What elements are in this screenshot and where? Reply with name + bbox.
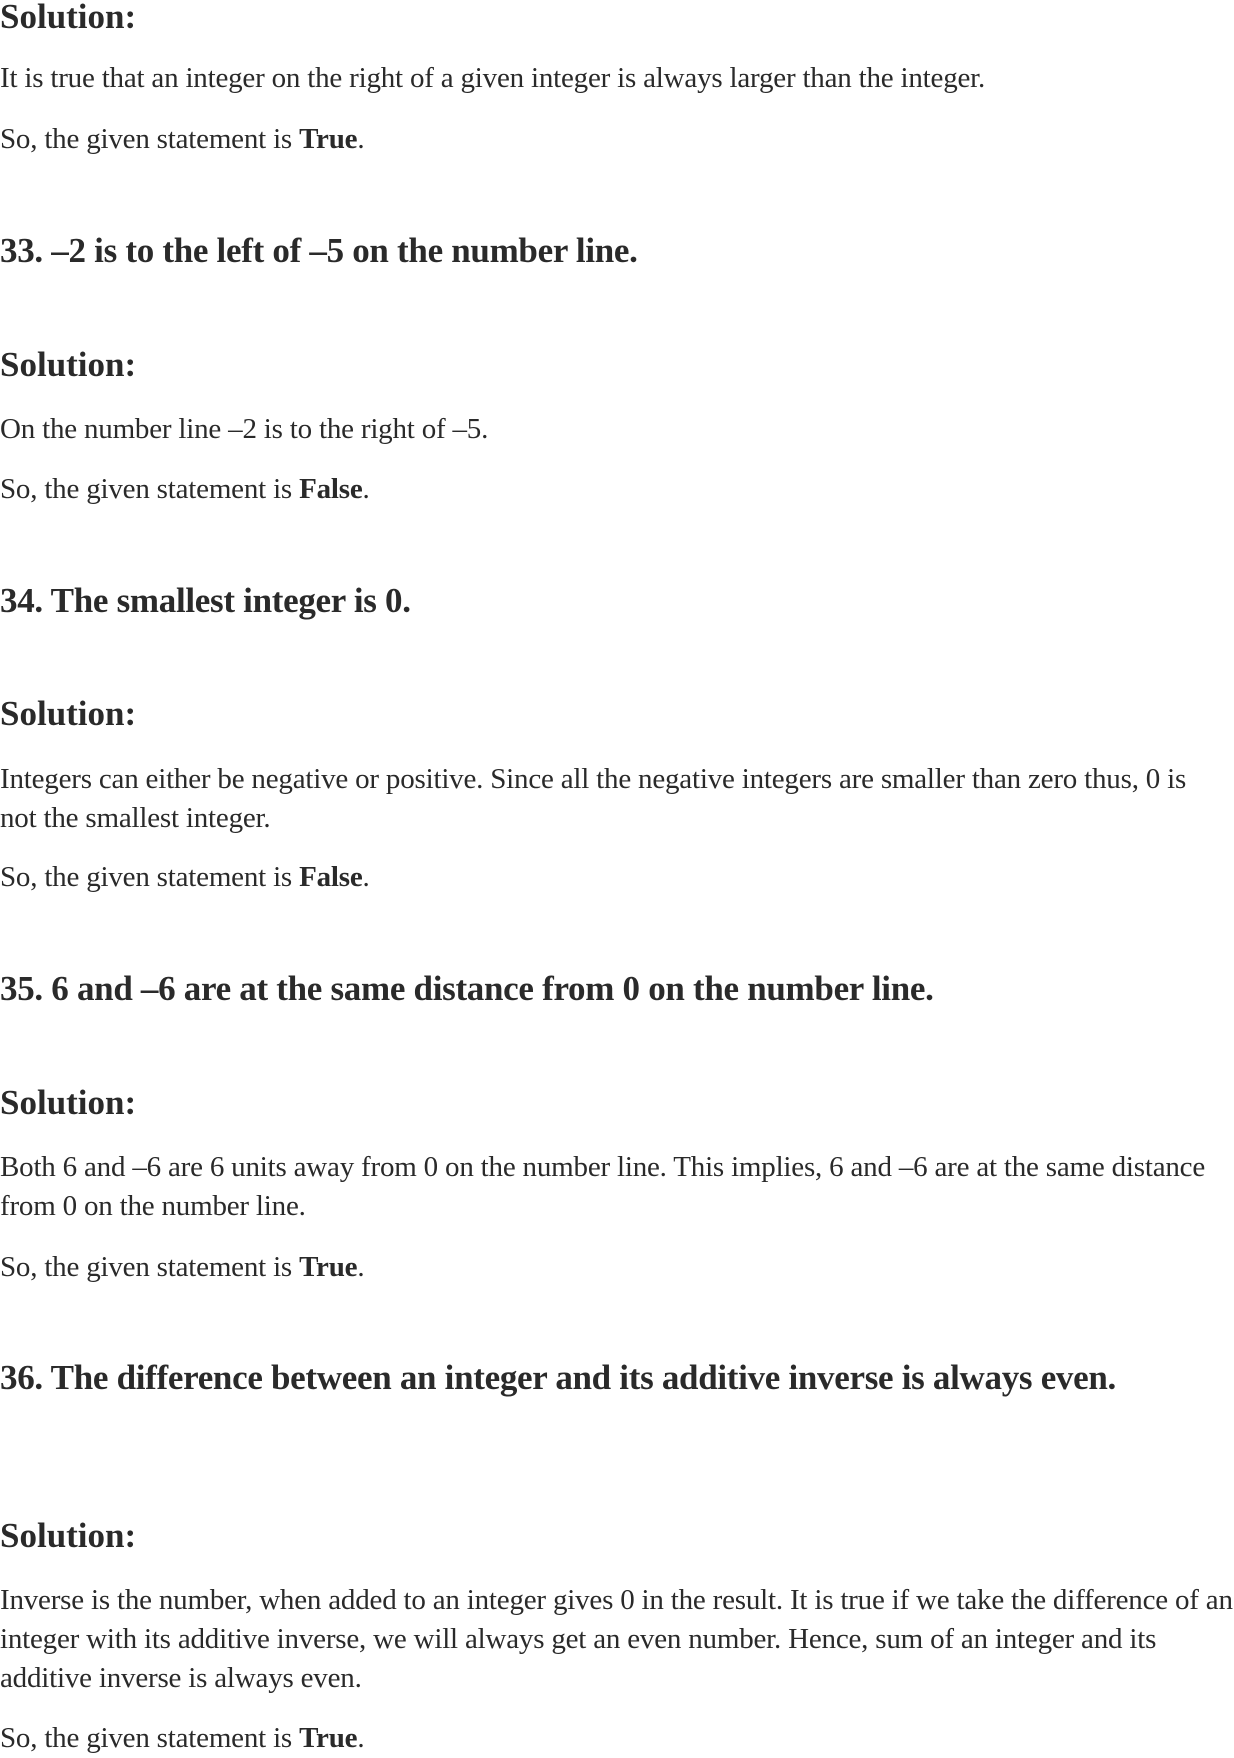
verdict: So, the given statement is False. [0, 861, 370, 893]
question-35: 35. 6 and –6 are at the same distance from 0 on the number line. [0, 969, 934, 1008]
verdict-prefix: So, the given statement is [0, 1722, 300, 1754]
solution-text: Inverse is the number, when added to an integer gives 0 in the result. It is true if we take the difference of an integer with its additive inverse, we will always get an even number. Hence, sum of an integer and its additive inverse is always even. [0, 1584, 1233, 1694]
verdict-value: False [299, 473, 363, 505]
question-36: 36. The difference between an integer and its additive inverse is always even. [0, 1358, 1116, 1397]
solution-heading: Solution: [0, 1516, 137, 1555]
verdict-prefix: So, the given statement is [0, 123, 300, 155]
verdict: So, the given statement is True. [0, 123, 365, 155]
verdict-prefix: So, the given statement is [0, 473, 300, 505]
verdict-value: True [299, 123, 358, 155]
verdict-value: True [299, 1722, 358, 1754]
solution-text: Integers can either be negative or positive. Since all the negative integers are smaller than zero thus, 0 is not the smallest integer. [0, 763, 1187, 834]
verdict-value: True [299, 1251, 358, 1283]
verdict: So, the given statement is False. [0, 473, 370, 505]
verdict-value: False [299, 861, 363, 893]
solution-text: It is true that an integer on the right of a given integer is always larger than the integer. [0, 62, 986, 94]
verdict-prefix: So, the given statement is [0, 861, 300, 893]
solution-heading: Solution: [0, 694, 137, 733]
question-33: 33. –2 is to the left of –5 on the number line. [0, 231, 638, 270]
solution-heading: Solution: [0, 345, 137, 384]
verdict: So, the given statement is True. [0, 1251, 365, 1283]
solution-text: On the number line –2 is to the right of –5. [0, 413, 489, 445]
solution-heading: Solution: [0, 0, 137, 36]
verdict-prefix: So, the given statement is [0, 1251, 300, 1283]
solution-text: Both 6 and –6 are 6 units away from 0 on the number line. This implies, 6 and –6 are at the same distance from 0 on the number line. [0, 1151, 1206, 1222]
solution-heading: Solution: [0, 1083, 137, 1122]
verdict: So, the given statement is True. [0, 1722, 365, 1754]
question-34: 34. The smallest integer is 0. [0, 581, 411, 620]
